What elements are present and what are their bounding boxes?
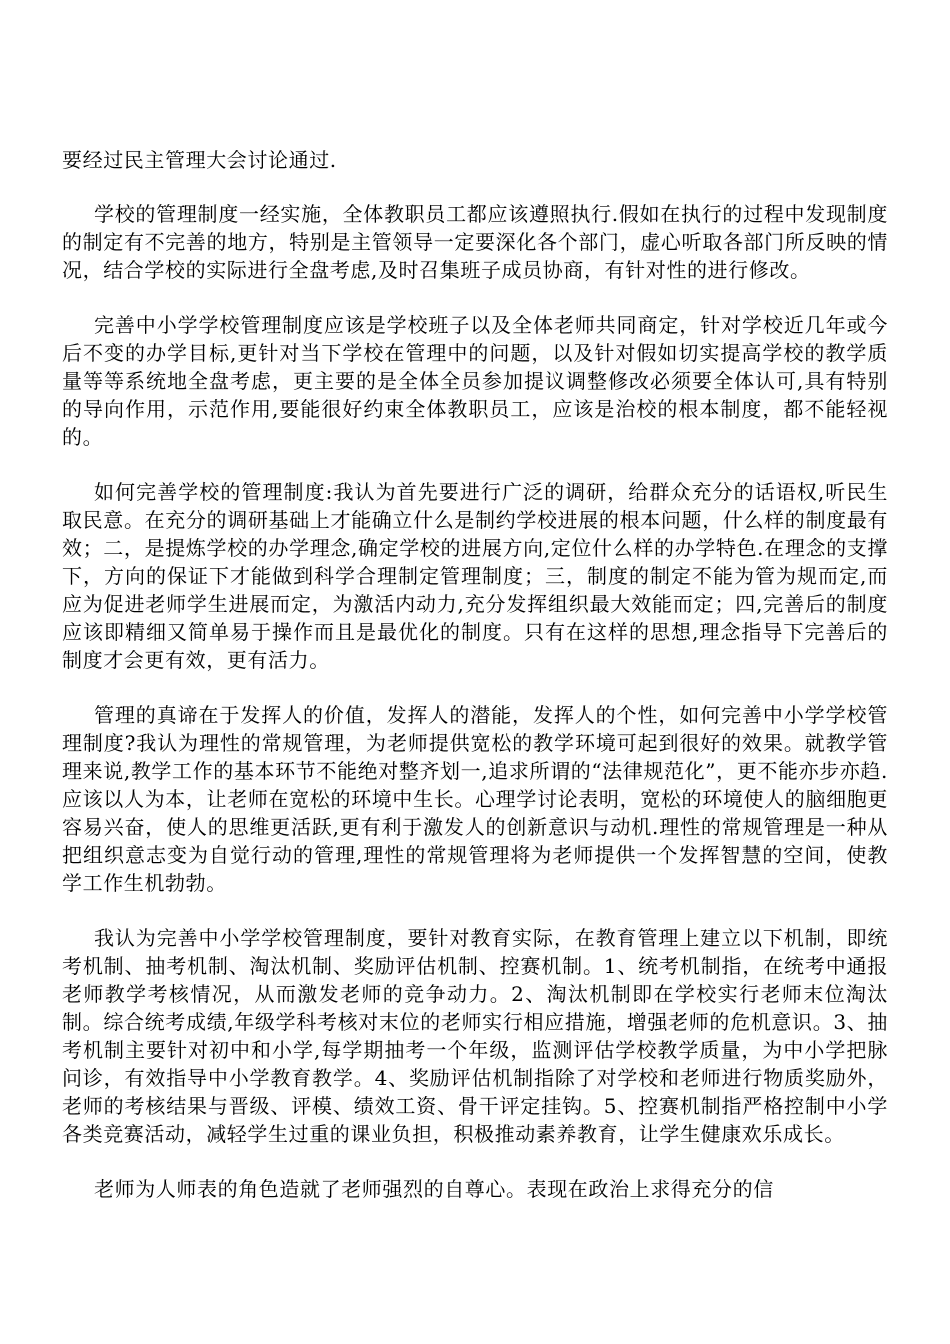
document-body bbox=[62, 146, 888, 1230]
paragraph-mechanisms: 我认为完善中小学学校管理制度，要针对教育实际，在教育管理上建立以下机制，即统考机制、抽考机制、淘汰机制、奖励评估机制、控赛机制。1、统考机制指，在统考中通报老师教学考核情况，从而激发老师的竞争动力。2、淘汰机制即在学校实行老师末位淘汰制。综合统考成绩,年级学科考核对末位的老师实行相应措施，增强老师的危机意识。3、抽考机制主要针对初中和小学,每学期抽考一个年级，监测评估学校教学质量，为中小学把脉问诊，有效指导中小学教育教学。4、奖励评估机制指除了对学校和老师进行物质奖励外，老师的考核结果与晋级、评模、绩效工资、骨干评定挂钩。5、控赛机制指严格控制中小学各类竞赛活动，减轻学生过重的课业负担，积极推动素养教育，让学生健康欢乐成长。 bbox=[62, 926, 888, 1146]
paragraph-teacher-dignity: 老师为人师表的角色造就了老师强烈的自尊心。表现在政治上求得充分的信 bbox=[94, 1177, 774, 1201]
paragraph-formulation: 完善中小学学校管理制度应该是学校班子以及全体老师共同商定，针对学校近几年或今后不变的办学目标,更针对当下学校在管理中的问题，以及针对假如切实提高学校的教学质量等等系统地全盘考虑，更主要的是全体全员参加提议调整修改必须要全体认可,具有特别的导向作用，示范作用,要能很好约束全体教职员工，应该是治校的根本制度，都不能轻视的。 bbox=[62, 313, 888, 449]
paragraph-how-to-improve: 如何完善学校的管理制度:我认为首先要进行广泛的调研，给群众充分的话语权,听民生取民意。在充分的调研基础上才能确立什么是制约学校进展的根本问题，什么样的制度最有效；二，是提炼学校的办学理念,确定学校的进展方向,定位什么样的办学特色.在理念的支撑下，方向的保证下才能做到科学合理制定管理制度；三，制度的制定不能为管为规而定,而应为促进老师学生进展而定，为激活内动力,充分发挥组织最大效能而定；四,完善后的制度应该即精细又简单易于操作而且是最优化的制度。只有在这样的思想,理念指导下完善后的制度才会更有效，更有活力。 bbox=[62, 480, 888, 672]
paragraph-management-essence: 管理的真谛在于发挥人的价值，发挥人的潜能，发挥人的个性，如何完善中小学学校管理制度?我认为理性的常规管理，为老师提供宽松的教学环境可起到很好的效果。就教学管理来说,教学工作的基本环节不能绝对整齐划一,追求所谓的“法律规范化”，更不能亦步亦趋.应该以人为本，让老师在宽松的环境中生长。心理学讨论表明，宽松的环境使人的脑细胞更容易兴奋，使人的思维更活跃,更有利于激发人的创新意识与动机.理性的常规管理是一种从把组织意志变为自觉行动的管理,理性的常规管理将为老师提供一个发挥智慧的空间，使教学工作生机勃勃。 bbox=[62, 703, 888, 895]
paragraph-continuation: 要经过民主管理大会讨论通过. bbox=[62, 148, 337, 172]
paragraph-implementation: 学校的管理制度一经实施，全体教职员工都应该遵照执行.假如在执行的过程中发现制度的制定有不完善的地方，特别是主管领导一定要深化各个部门，虚心听取各部门所反映的情况，结合学校的实际进行全盘考虑,及时召集班子成员协商，有针对性的进行修改。 bbox=[62, 202, 888, 282]
